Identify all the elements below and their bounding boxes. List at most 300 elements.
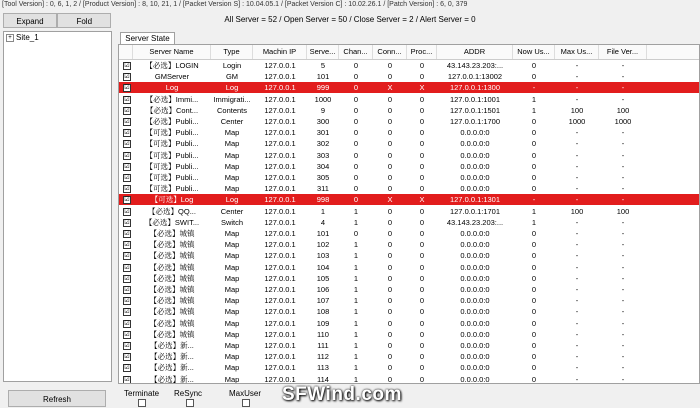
cell-type: Map [224,363,240,373]
cell-channel: 0 [353,173,359,182]
watermark-logo: SFWind.com [282,384,402,405]
cell-type: Map [224,262,240,272]
cell-process: 0 [419,72,425,82]
cell-addr: 0.0.0.0:0 [460,363,490,373]
cell-file-version: - [621,61,625,70]
cell-max-users: - [575,318,579,328]
cell-max-users: 100 [570,105,584,115]
row-checkbox[interactable]: ☑ [124,208,130,215]
cell-max-users: - [575,374,579,384]
cell-now-users: 0 [531,240,537,250]
table-row[interactable] [119,161,700,172]
expand-node-icon[interactable]: + [6,34,14,42]
cell-process: 0 [419,296,425,306]
cell-process: 0 [419,139,425,149]
cell-max-users: - [575,83,579,93]
cell-now-users: 0 [531,273,537,283]
cell-channel: 1 [353,341,359,350]
cell-channel: 0 [353,229,359,238]
cell-now-users: 0 [531,128,537,138]
cell-now-users: 0 [531,61,537,70]
cell-now-users: 1 [531,217,537,227]
cell-addr: 0.0.0.0:0 [460,150,490,160]
resync-checkbox[interactable] [186,399,194,407]
table-row[interactable] [119,228,700,239]
cell-now-users: 0 [531,150,537,160]
cell-max-users: - [575,61,579,70]
cell-connection: 0 [387,139,393,149]
cell-channel: 1 [353,262,359,272]
cell-server-name: 【可选】Publi... [145,128,199,138]
cell-max-users: - [575,94,579,104]
expand-button[interactable]: Expand [3,13,57,28]
cell-server-id: 107 [316,296,330,306]
column-header-server-id[interactable]: Serve... [307,45,339,59]
cell-now-users: 0 [531,173,537,182]
cell-server-name: 【必选】城镇 [149,318,195,328]
cell-process: 0 [419,329,425,339]
cell-max-users: - [575,195,579,205]
cell-file-version: - [621,72,625,82]
row-checkbox[interactable]: ☑ [124,264,130,271]
cell-now-users: 0 [531,251,537,261]
row-checkbox[interactable]: ☑ [124,365,130,372]
cell-connection: 0 [387,307,393,317]
cell-channel: 1 [353,374,359,384]
cell-file-version: - [621,150,625,160]
cell-connection: 0 [387,217,393,227]
row-checkbox[interactable]: ☑ [124,354,130,361]
cell-now-users: 0 [531,161,537,171]
cell-machine-ip: 127.0.0.1 [264,374,296,384]
cell-connection: 0 [387,341,393,350]
cell-file-version: 1000 [614,117,632,126]
row-checkbox[interactable]: ☑ [124,186,130,193]
table-row[interactable] [119,362,700,373]
cell-file-version: - [621,273,625,283]
cell-addr: 127.0.0.1:1700 [449,117,501,126]
cell-now-users: 0 [531,285,537,294]
cell-server-id: 112 [317,352,329,362]
table-header [119,45,700,60]
column-header-server-name[interactable]: Server Name [133,45,211,59]
table-row[interactable] [119,239,700,250]
cell-now-users: 1 [531,206,537,216]
table-row[interactable] [119,284,700,295]
cell-process: 0 [419,161,425,171]
cell-machine-ip: 127.0.0.1 [264,139,296,149]
cell-addr: 43.143.23.203:... [446,61,504,70]
table-row[interactable] [119,60,700,71]
cell-server-name: 【可选】Publi... [145,161,199,171]
row-checkbox[interactable]: ☑ [124,85,130,92]
cell-addr: 0.0.0.0:0 [460,285,490,294]
row-checkbox[interactable]: ☑ [124,152,130,159]
cell-process: 0 [419,184,425,194]
cell-connection: 0 [387,206,393,216]
cell-now-users: 0 [531,352,537,362]
row-checkbox[interactable]: ☑ [124,197,130,204]
row-checkbox[interactable]: ☑ [124,96,130,103]
cell-addr: 0.0.0.0:0 [460,251,490,261]
cell-addr: 0.0.0.0:0 [460,307,490,317]
table-row-alert[interactable] [119,194,700,205]
cell-machine-ip: 127.0.0.1 [264,240,296,250]
cell-process: 0 [419,307,425,317]
cell-server-id: 311 [317,184,329,194]
column-header-now-users[interactable]: Now Us... [513,45,555,59]
cell-now-users: 0 [531,329,537,339]
row-checkbox[interactable]: ☑ [124,320,130,327]
cell-channel: 1 [353,285,359,294]
cell-server-id: 110 [317,329,329,339]
cell-now-users: 0 [531,363,537,373]
cell-server-id: 105 [316,273,330,283]
cell-machine-ip: 127.0.0.1 [264,150,296,160]
cell-channel: 1 [353,307,359,317]
table-row[interactable] [119,273,700,284]
cell-server-id: 9 [320,105,326,115]
cell-max-users: - [575,273,579,283]
cell-channel: 1 [353,240,359,250]
cell-connection: 0 [387,273,393,283]
cell-type: Map [224,128,240,138]
row-checkbox[interactable]: ☑ [124,298,130,305]
row-checkbox[interactable]: ☑ [124,231,130,237]
cell-process: 0 [419,128,425,138]
cell-max-users: - [575,352,579,362]
cell-type: Map [224,161,240,171]
cell-server-id: 101 [316,229,330,238]
cell-server-id: 1 [320,206,326,216]
tree-item-site[interactable] [6,33,39,43]
table-row[interactable] [119,206,700,217]
cell-file-version: - [621,318,625,328]
cell-addr: 127.0.0.1:1001 [449,94,501,104]
cell-server-name: 【必选】Cont... [145,105,199,115]
cell-connection: 0 [387,173,393,182]
cell-process: 0 [419,352,425,362]
row-checkbox[interactable]: ☑ [124,130,130,137]
cell-channel: 0 [353,105,359,115]
cell-addr: 43.143.23.203:... [446,217,504,227]
cell-process: 0 [419,318,425,328]
cell-file-version: - [621,184,625,194]
cell-server-name: 【必选】城镇 [149,251,195,261]
row-checkbox[interactable]: ☑ [124,242,130,249]
cell-server-name: 【必选】Publi... [145,117,199,126]
cell-connection: 0 [387,374,393,384]
table-row[interactable] [119,172,700,183]
column-header-addr[interactable]: ADDR [437,45,513,59]
cell-type: Map [224,173,240,182]
cell-max-users: - [575,341,579,350]
cell-type: Map [224,184,240,194]
row-checkbox[interactable]: ☑ [124,219,130,226]
cell-max-users: - [575,307,579,317]
cell-addr: 0.0.0.0:0 [460,128,490,138]
cell-addr: 0.0.0.0:0 [460,139,490,149]
cell-server-id: 302 [316,139,330,149]
cell-process: 0 [419,61,425,70]
column-header-max-users[interactable]: Max Us... [555,45,599,59]
refresh-button[interactable]: Refresh [8,390,106,407]
row-checkbox[interactable]: ☑ [124,309,130,316]
cell-server-id: 998 [316,195,330,205]
cell-type: Contents [216,105,248,115]
row-checkbox[interactable]: ☑ [124,119,130,125]
cell-server-id: 303 [316,150,330,160]
cell-type: Map [224,318,240,328]
cell-connection: 0 [387,128,393,138]
row-checkbox[interactable]: ☑ [124,287,130,293]
table-row[interactable] [119,116,700,127]
cell-server-name: 【必选】城镇 [149,307,195,317]
cell-process: 0 [419,363,425,373]
cell-file-version: - [621,363,625,373]
cell-server-id: 4 [320,217,326,227]
row-checkbox[interactable]: ☑ [124,74,130,81]
cell-type: Map [224,229,240,238]
cell-type: Map [224,341,240,350]
cell-file-version: - [621,161,625,171]
cell-channel: 1 [353,217,359,227]
table-row[interactable] [119,138,700,149]
cell-machine-ip: 127.0.0.1 [264,117,296,126]
cell-max-users: - [575,217,579,227]
cell-machine-ip: 127.0.0.1 [264,262,296,272]
cell-addr: 0.0.0.0:0 [460,318,490,328]
cell-connection: 0 [387,318,393,328]
cell-server-id: 104 [316,262,330,272]
cell-channel: 1 [353,296,359,306]
row-checkbox[interactable]: ☑ [124,163,130,170]
cell-file-version: - [621,217,625,227]
cell-addr: 0.0.0.0:0 [460,374,490,384]
cell-process: 0 [419,117,425,126]
cell-machine-ip: 127.0.0.1 [264,307,296,317]
cell-server-id: 111 [317,341,329,350]
cell-type: Center [220,206,244,216]
cell-machine-ip: 127.0.0.1 [264,363,296,373]
maxuser-label: MaxUser [229,389,262,398]
table-row-alert[interactable] [119,82,700,93]
cell-file-version: - [621,128,625,138]
cell-type: Login [222,61,242,70]
cell-channel: 0 [353,117,359,126]
cell-file-version: - [621,307,625,317]
cell-connection: 0 [387,94,393,104]
cell-type: Map [224,329,240,339]
cell-process: 0 [419,229,425,238]
cell-server-id: 301 [316,128,330,138]
cell-connection: 0 [387,262,393,272]
cell-server-name: 【必选】新... [150,341,194,350]
cell-server-id: 108 [316,307,330,317]
table-row[interactable] [119,295,700,306]
cell-server-name: 【必选】QQ... [148,206,196,216]
row-checkbox[interactable]: ☑ [124,275,130,282]
cell-process: 0 [419,217,425,227]
table-row[interactable] [119,105,700,116]
cell-file-version: - [621,296,625,306]
cell-server-id: 109 [316,318,330,328]
row-checkbox[interactable]: ☑ [124,343,130,349]
cell-file-version: - [621,374,625,384]
cell-process: 0 [419,173,425,182]
cell-connection: 0 [387,161,393,171]
table-row[interactable] [119,250,700,261]
cell-machine-ip: 127.0.0.1 [264,195,296,205]
cell-now-users: 0 [531,374,537,384]
table-row[interactable] [119,340,700,351]
cell-server-id: 114 [317,374,329,384]
cell-type: Map [224,296,240,306]
cell-type: Log [225,83,239,93]
table-row[interactable] [119,94,700,105]
cell-channel: 1 [353,318,359,328]
row-checkbox[interactable]: ☑ [124,331,130,338]
cell-channel: 0 [353,83,359,93]
cell-process: 0 [419,251,425,261]
column-header-process[interactable]: Proc... [407,45,437,59]
cell-process: 0 [419,262,425,272]
cell-channel: 0 [353,184,359,194]
table-row[interactable] [119,329,700,340]
cell-connection: 0 [387,229,393,238]
cell-max-users: - [575,363,579,373]
table-row[interactable] [119,127,700,138]
cell-addr: 0.0.0.0:0 [460,184,490,194]
cell-channel: 0 [353,161,359,171]
cell-file-version: 100 [616,105,630,115]
terminate-label: Terminate [124,389,160,398]
cell-server-name: 【必选】LOGIN [145,61,199,70]
tab-server-state[interactable]: Server State [120,32,175,45]
server-table[interactable] [118,44,700,384]
table-row[interactable] [119,71,700,82]
cell-file-version: - [621,229,625,238]
table-row[interactable] [119,351,700,362]
row-checkbox[interactable]: ☑ [124,63,130,69]
cell-addr: 0.0.0.0:0 [460,352,490,362]
cell-server-name: 【可选】Publi... [145,173,199,182]
cell-type: Map [224,139,240,149]
cell-channel: 1 [353,251,359,261]
cell-machine-ip: 127.0.0.1 [264,273,296,283]
cell-connection: 0 [387,72,393,82]
cell-server-name: 【必选】SWIT... [144,217,200,227]
column-header-channel[interactable]: Chan... [339,45,373,59]
cell-file-version: - [621,251,625,261]
cell-type: Map [224,251,240,261]
cell-machine-ip: 127.0.0.1 [264,105,296,115]
cell-server-name: GMServer [154,72,190,82]
table-row[interactable] [119,217,700,228]
maxuser-checkbox[interactable] [242,399,250,407]
row-checkbox[interactable]: ☑ [124,376,130,383]
terminate-checkbox[interactable] [138,399,146,407]
cell-server-name: 【必选】城镇 [149,240,195,250]
cell-connection: 0 [387,296,393,306]
row-checkbox[interactable]: ☑ [124,253,130,260]
cell-channel: 0 [353,195,359,205]
fold-button[interactable]: Fold [57,13,111,28]
cell-max-users: - [575,128,579,138]
row-checkbox[interactable]: ☑ [124,107,130,114]
cell-file-version: - [621,352,625,362]
table-row[interactable] [119,306,700,317]
cell-machine-ip: 127.0.0.1 [264,61,296,70]
cell-now-users: 0 [531,229,537,238]
cell-server-name: 【必选】新... [150,352,194,362]
cell-channel: 0 [353,150,359,160]
column-header-connection[interactable]: Conn... [373,45,407,59]
row-checkbox[interactable]: ☑ [124,141,130,148]
row-checkbox[interactable]: ☑ [124,175,130,181]
cell-max-users: - [575,251,579,261]
cell-server-id: 106 [316,285,330,294]
cell-server-id: 113 [317,363,329,373]
cell-machine-ip: 127.0.0.1 [264,161,296,171]
cell-type: Map [224,352,240,362]
cell-addr: 0.0.0.0:0 [460,262,490,272]
table-row[interactable] [119,262,700,273]
column-header-type[interactable]: Type [211,45,253,59]
cell-channel: 0 [353,94,359,104]
cell-now-users: 0 [531,341,537,350]
cell-addr: 0.0.0.0:0 [460,296,490,306]
table-row[interactable] [119,318,700,329]
server-summary: All Server = 52 / Open Server = 50 / Close Server = 2 / Alert Server = 0 [224,15,476,24]
cell-server-name: 【可选】Publi... [145,150,199,160]
cell-machine-ip: 127.0.0.1 [264,128,296,138]
table-row[interactable] [119,150,700,161]
table-row[interactable] [119,183,700,194]
cell-process: 0 [419,374,425,384]
cell-process: 0 [419,341,425,350]
cell-connection: 0 [387,117,393,126]
site-tree[interactable] [3,31,112,382]
cell-server-name: 【必选】城镇 [149,285,195,294]
cell-process: X [419,83,425,93]
cell-file-version: - [621,285,625,294]
cell-now-users: - [532,83,536,93]
column-header-machine-ip[interactable]: Machin IP [253,45,307,59]
cell-addr: 127.0.0.1:1501 [449,105,501,115]
cell-channel: 1 [353,352,359,362]
cell-type: Immigrati... [213,94,251,104]
cell-connection: 0 [387,240,393,250]
cell-connection: 0 [387,105,393,115]
cell-max-users: - [575,262,579,272]
cell-connection: X [387,83,393,93]
cell-machine-ip: 127.0.0.1 [264,251,296,261]
column-header-file-version[interactable]: File Ver... [599,45,647,59]
cell-process: 0 [419,94,425,104]
cell-type: Center [220,117,244,126]
cell-max-users: - [575,296,579,306]
cell-now-users: 0 [531,262,537,272]
cell-channel: 1 [353,273,359,283]
table-row[interactable] [119,374,700,384]
cell-process: 0 [419,150,425,160]
cell-addr: 0.0.0.0:0 [460,173,490,182]
cell-file-version: - [621,195,625,205]
cell-channel: 1 [353,363,359,373]
cell-server-name: Log [165,83,179,93]
cell-connection: 0 [387,329,393,339]
